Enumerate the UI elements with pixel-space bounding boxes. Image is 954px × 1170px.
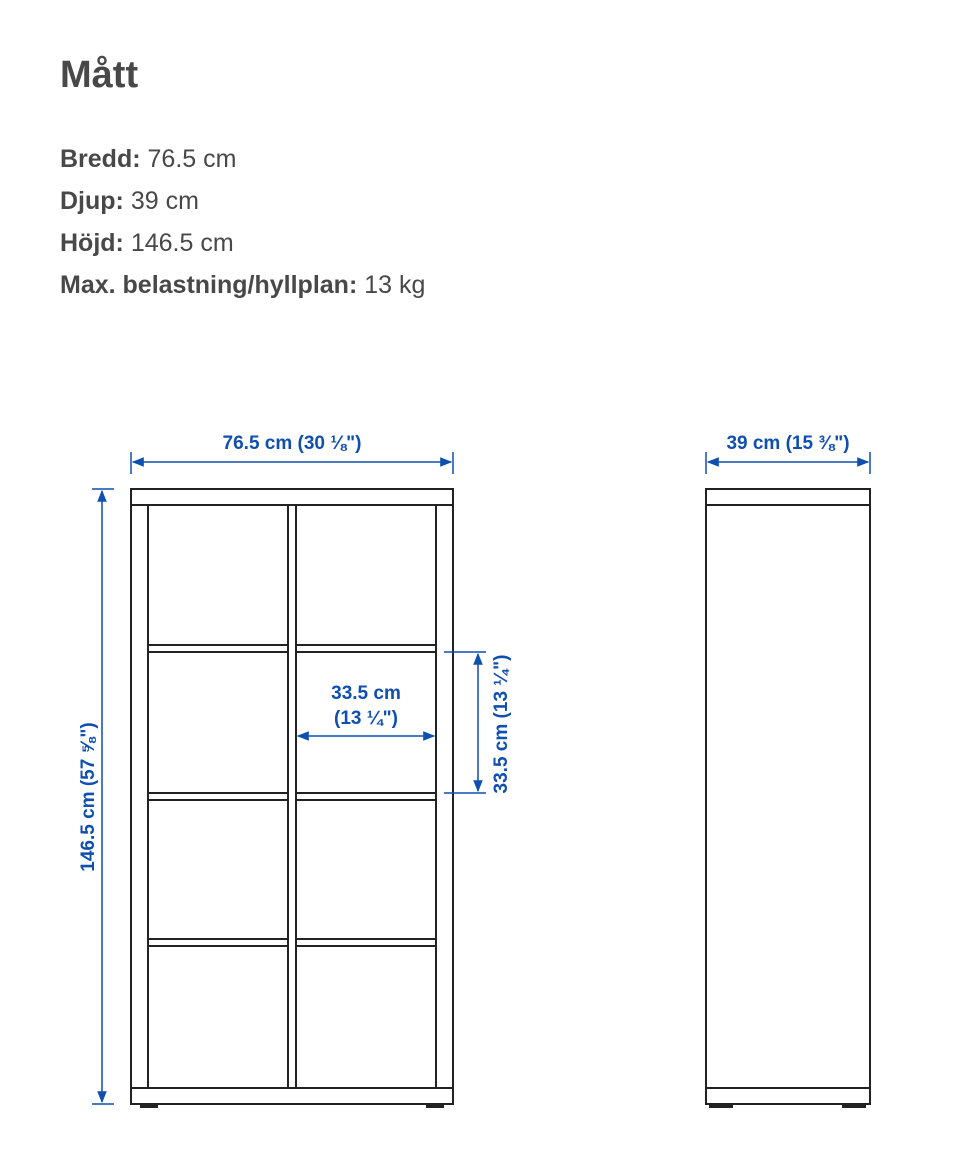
- spec-height-value: 146.5 cm: [130, 229, 234, 257]
- page-title: Mått: [60, 54, 139, 96]
- spec-depth-value: 39 cm: [130, 187, 199, 215]
- spec-depth-label: Djup:: [60, 187, 124, 215]
- total-height-label: 146.5 cm (57 ⅝"): [78, 722, 99, 872]
- compartment-width-label-line1: 33.5 cm: [331, 683, 401, 704]
- front-width-label: 76.5 cm (30 ⅛"): [222, 433, 362, 454]
- side-depth-dimension: [706, 452, 870, 474]
- front-width-dimension: [131, 452, 453, 474]
- front-view-shelf: [131, 489, 453, 1107]
- spec-max-load-value: 13 kg: [364, 271, 426, 299]
- side-depth-label: 39 cm (15 ⅜"): [726, 433, 850, 454]
- compartment-height-label: 33.5 cm (13 ¼"): [491, 654, 512, 794]
- compartment-width-label-line2: (13 ¼"): [334, 708, 398, 729]
- spec-height-label: Höjd:: [60, 229, 124, 257]
- compartment-height-dimension: [444, 652, 486, 793]
- spec-max-load-label: Max. belastning/hyllplan:: [60, 271, 358, 299]
- spec-width-value: 76.5 cm: [147, 145, 237, 173]
- side-view-shelf: [706, 489, 870, 1107]
- spec-width-label: Bredd:: [60, 145, 141, 173]
